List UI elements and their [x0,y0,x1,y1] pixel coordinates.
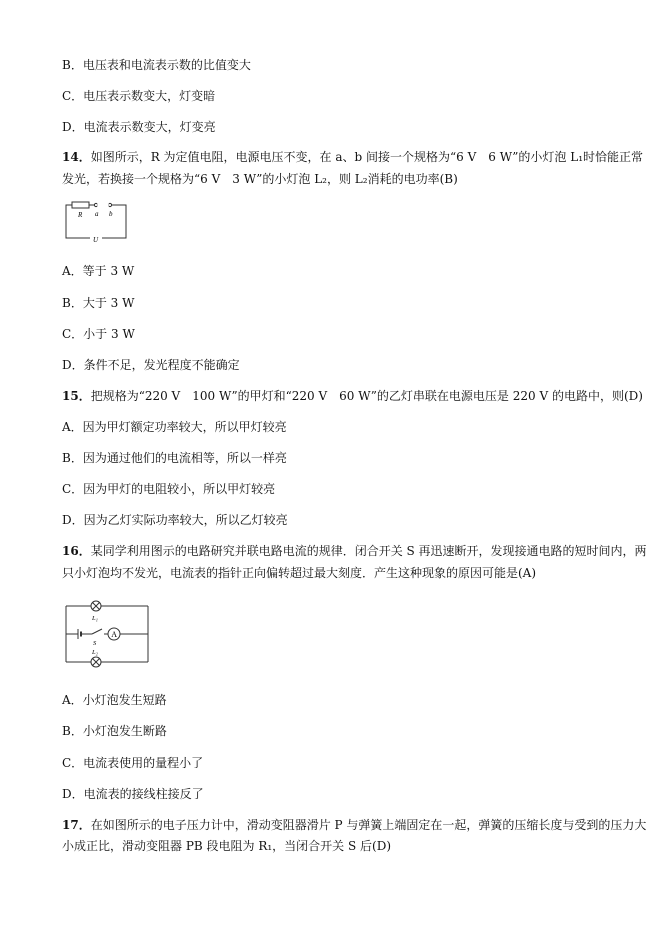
q14-stem-line2: 发光，若换接一个规格为“6 V 3 W”的小灯泡 L₂，则 L₂消耗的电功率(B) [62,172,458,186]
q13-option-b: B．电压表和电流表示数的比值变大 [62,58,251,72]
q17-number: 17． [62,818,91,832]
q15-stem-line1 [62,388,643,404]
q15-option-d: D．因为乙灯实际功率较大，所以乙灯较亮 [62,513,288,527]
q14-circuit-figure [62,200,130,246]
q14-label-b: b [109,210,113,218]
q16-stem-text: 某同学利用图示的电路研究并联电路电流的规律．闭合开关 S 再迅速断开，发现接通电路的短时间内，两 [90,544,647,558]
q16-label-s: S [93,640,97,647]
q17-stem-line2: 小成正比，滑动变阻器 PB 段电阻为 R₁，当闭合开关 S 后(D) [62,839,392,853]
q13-option-c: C．电压表示数变大，灯变暗 [62,89,216,103]
q14-stem-text: 如图所示，R 为定值电阻，电源电压不变，在 a、b 间接一个规格为“6 V 6 W”的小灯泡 L₁时恰能正常 [90,150,644,164]
q14-option-c: C．小于 3 W [62,327,135,341]
q16-label-ammeter: A [111,630,118,639]
q17-stem-line1 [62,817,646,833]
q14-option-d: D．条件不足，发光程度不能确定 [62,358,240,372]
q15-option-b: B．因为通过他们的电流相等，所以一样亮 [62,451,287,465]
q16-label-l2: L₂ [92,649,98,656]
ammeter-icon [108,628,120,640]
q16-option-c: C．电流表使用的量程小了 [62,756,204,770]
q16-option-d: D．电流表的接线柱接反了 [62,787,204,801]
q14-option-b: B．大于 3 W [62,296,135,310]
q15-number: 15． [62,389,91,403]
q17-stem-text: 在如图所示的电子压力计中，滑动变阻器滑片 P 与弹簧上端固定在一起，弹簧的压缩长度与受到的压力大 [90,818,647,832]
q16-label-l1: L₁ [92,615,98,622]
q15-option-a: A．因为甲灯额定功率较大，所以甲灯较亮 [62,420,287,434]
q16-circuit-figure [62,598,154,674]
q14-label-r: R [78,211,83,219]
q16-option-b: B．小灯泡发生断路 [62,724,167,738]
lamp-l1-icon [91,601,101,611]
q14-stem-line1 [62,149,643,165]
lamp-l2-icon [91,657,101,667]
q16-stem-line2: 只小灯泡均不发光，电流表的指针正向偏转超过最大刻度．产生这种现象的原因可能是(A) [62,566,537,580]
q16-option-a: A．小灯泡发生短路 [62,693,167,707]
q13-option-d: D．电流表示数变大，灯变亮 [62,120,216,134]
q14-number: 14． [62,150,91,164]
q14-label-a: a [95,210,99,218]
q14-option-a: A．等于 3 W [62,264,135,278]
q14-label-u: U [93,236,99,244]
q16-stem-line1 [62,543,647,559]
q16-number: 16． [62,544,91,558]
q15-option-c: C．因为甲灯的电阻较小，所以甲灯较亮 [62,482,276,496]
q15-stem-text: 把规格为“220 V 100 W”的甲灯和“220 V 60 W”的乙灯串联在电源电压是 220 V 的电路中，则(D) [90,389,643,403]
